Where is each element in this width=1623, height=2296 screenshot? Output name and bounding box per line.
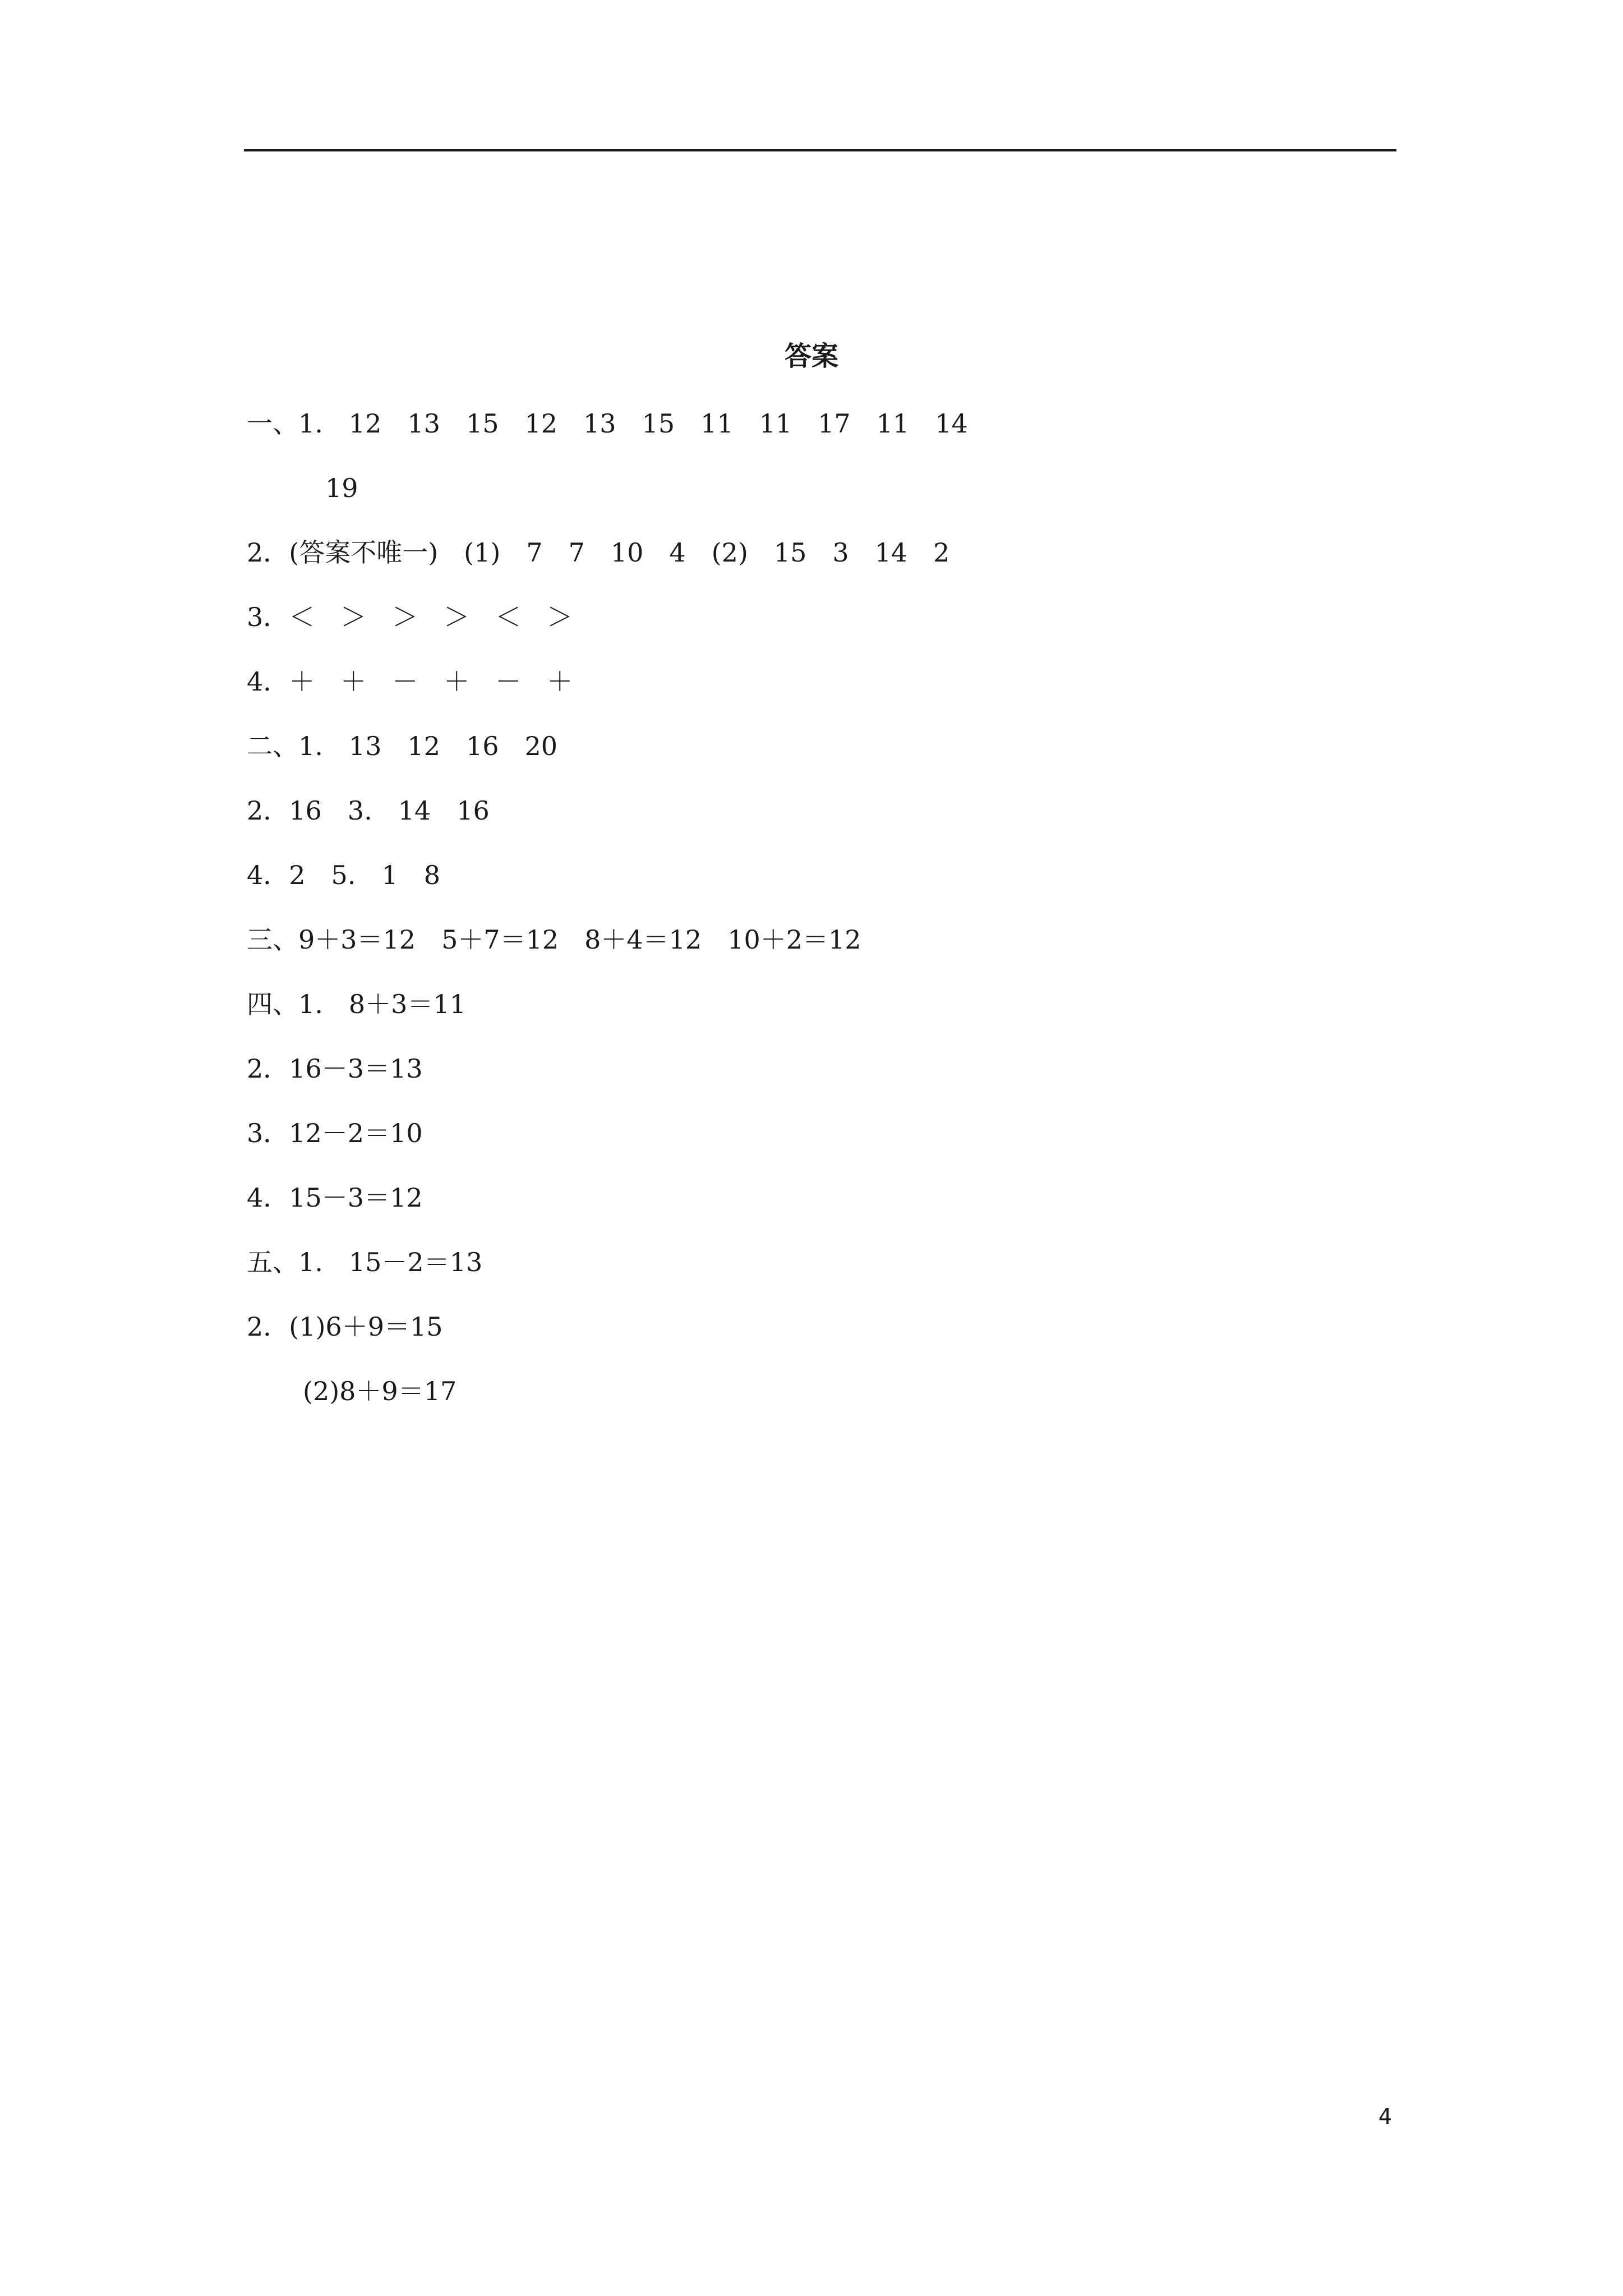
- answer-line: 五、1. 15－2＝13: [247, 1247, 483, 1277]
- answer-line: 4．15－3＝12: [247, 1182, 423, 1213]
- answer-line: 2．16－3＝13: [247, 1053, 423, 1084]
- answer-list: [247, 404, 1368, 1436]
- header-rule: [244, 149, 1396, 151]
- answer-line: 一、1. 12 13 15 12 13 15 11 11 17 11 14: [247, 408, 968, 439]
- answer-line: 2．16 3. 14 16: [247, 795, 490, 826]
- answer-line-continuation: 19: [325, 473, 358, 503]
- answer-line: 三、9＋3＝12 5＋7＝12 8＋4＝12 10＋2＝12: [247, 924, 861, 955]
- answer-title: 答案: [784, 341, 838, 372]
- answer-line-subitem: (2)8＋9＝17: [303, 1376, 457, 1406]
- answer-line: 四、1. 8＋3＝11: [247, 989, 466, 1019]
- answer-line: 2．(答案不唯一) (1) 7 7 10 4 (2) 15 3 14 2: [247, 537, 950, 568]
- answer-line: 4．＋ ＋ － ＋ － ＋: [247, 666, 573, 697]
- answer-line: 4．2 5. 1 8: [247, 860, 440, 890]
- answer-line: 二、1. 13 12 16 20: [247, 731, 558, 761]
- answer-line: 3．＜ ＞ ＞ ＞ ＜ ＞: [247, 602, 573, 632]
- page-number: 4: [1378, 2104, 1393, 2129]
- answer-line: 2．(1)6＋9＝15: [247, 1312, 443, 1342]
- answer-line: 3．12－2＝10: [247, 1118, 423, 1148]
